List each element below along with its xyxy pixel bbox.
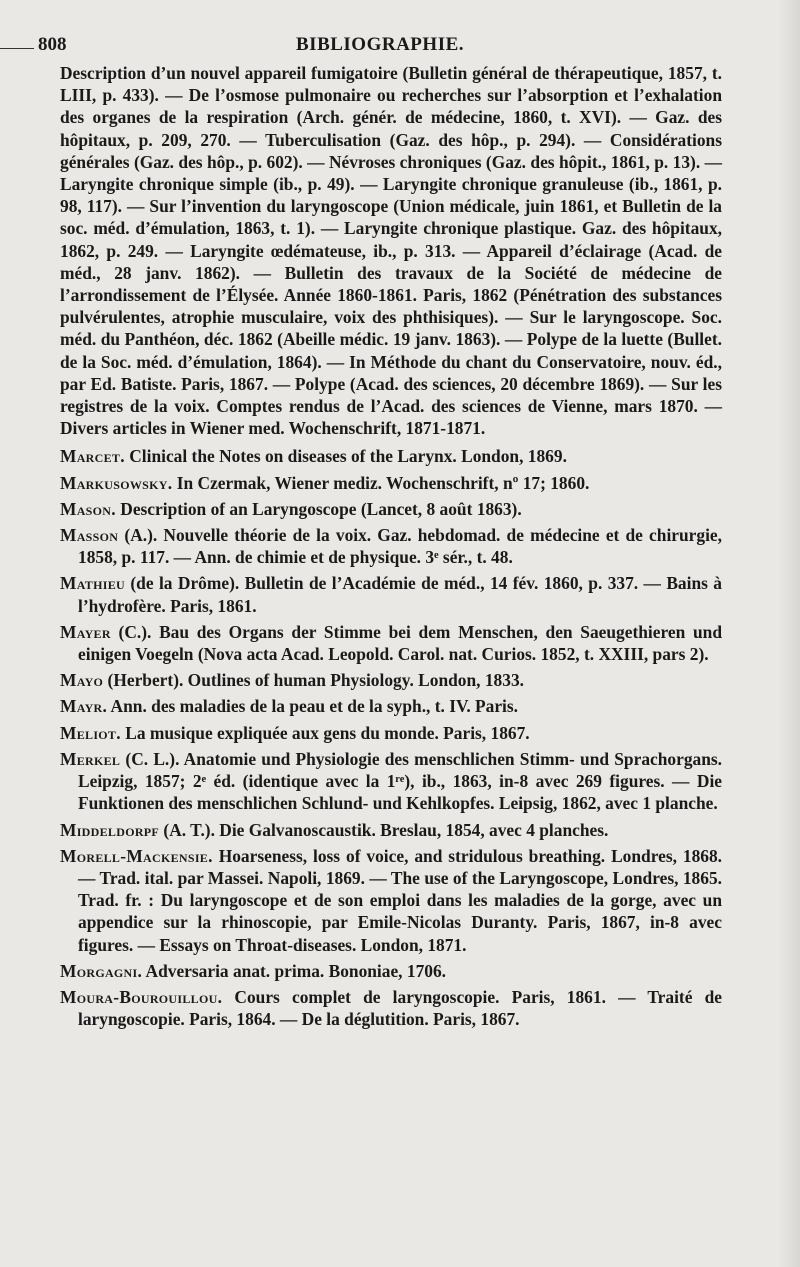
- bibliography-entry: [60, 722, 722, 744]
- bibliography-body: [60, 62, 722, 1030]
- running-head: BIBLIOGRAPHIE.: [296, 34, 465, 55]
- author-name: Mayer: [60, 621, 111, 642]
- bibliography-entry: [60, 445, 722, 467]
- entry-citation: (C. L.). Anatomie und Physiologie des menschlichen Stimm- und Sprachorgans. Leipzig, 1857; 2ᵉ éd. (identique avec la 1ʳᵉ), ib., 1863, in-8 avec 269 figures. — Die Funktionen des menschlichen Schlund- und Kehlkopfes. Leipsig, 1862, avec 1 planche.: [78, 748, 722, 814]
- author-name: Masson: [60, 525, 119, 546]
- author-name: Markusowsky.: [60, 472, 173, 493]
- bibliography-entry: [60, 960, 722, 982]
- bibliography-entries: [60, 445, 722, 1030]
- bibliography-entry: [60, 498, 722, 520]
- bibliography-entry: [60, 819, 722, 841]
- author-name: Mayo: [60, 670, 104, 691]
- author-name: Moura-Bourouillou.: [60, 986, 223, 1007]
- author-name: Mathieu: [60, 573, 125, 594]
- bibliography-entry: [60, 524, 722, 568]
- author-name: Middeldorpf: [60, 819, 160, 840]
- bibliography-entry: [60, 845, 722, 956]
- entry-citation: (Herbert). Outlines of human Physiology. London, 1833.: [103, 670, 524, 691]
- continuation-paragraph: Description d’un nouvel appareil fumigatoire (Bulletin général de thérapeutique, 1857, t. LIII, p. 433). — De l’osmose pulmonaire ou recherches sur l’absorption et l’exhalation des organes de la respiration (Arch. génér. de médecine, 1860, t. XVI). — Gaz. des hôpitaux, p. 209, 270. — Tuberculisation (Gaz. des hôp., p. 294). — Considérations générales (Gaz. des hôp., p. 602). — Névroses chroniques (Gaz. des hôpit., 1861, p. 13). — Laryngite chronique simple (ib., p. 49). — Laryngite chronique granuleuse (ib., 1861, p. 98, 117). — Sur l’invention du laryngoscope (Union médicale, juin 1861, et Bulletin de la soc. méd. d’émulation, 1863, t. 1). — Laryngite chronique plastique. Gaz. des hôpitaux, 1862, p. 249. — Laryngite œdémateuse, ib., p. 313. — Appareil d’éclairage (Acad. de méd., 28 janv. 1862). — Bulletin des travaux de la Société de médecine de l’arrondissement de l’Élysée. Année 1860-1861. Paris, 1862 (Pénétration des substances pulvérulentes, atrophie musculaire, voix des phthisiques). — Sur le laryngoscope. Soc. méd. du Panthéon, déc. 1862 (Abeille médic. 19 janv. 1863). — Polype de la luette (Bullet. de la Soc. méd. d’émulation, 1864). — In Méthode du chant du Conservatoire, nouv. éd., par Ed. Batiste. Paris, 1867. — Polype (Acad. des sciences, 20 décembre 1869). — Sur les registres de la voix. Comptes rendus de l’Acad. des sciences de Vienne, mars 1870. — Divers articles in Wiener med. Wochenschrift, 1871-1871.: [60, 63, 722, 439]
- author-name: Mayr.: [60, 696, 108, 717]
- author-name: Morgagni.: [60, 960, 143, 981]
- page-number: 808: [38, 34, 67, 55]
- page-edge-shadow: [778, 0, 800, 1267]
- bibliography-entry: [60, 986, 722, 1030]
- author-name: Mason.: [60, 498, 116, 519]
- bibliography-entry: [60, 748, 722, 815]
- header-rule: [0, 48, 34, 49]
- author-name: Marcet.: [60, 446, 125, 467]
- entry-citation: In Czermak, Wiener mediz. Wochenschrift, nº 17; 1860.: [172, 472, 590, 493]
- entry-citation: (C.). Bau des Organs der Stimme bei dem Menschen, den Saeugethieren und einigen Voegeln (Nova acta Acad. Leopold. Carol. nat. Curios. 1852, t. XXIII, pars 2).: [78, 621, 722, 665]
- entry-citation: (A. T.). Die Galvanoscaustik. Breslau, 1854, avec 4 planches.: [159, 819, 609, 840]
- bibliography-entry: [60, 695, 722, 717]
- entry-citation: Cours complet de laryngoscopie. Paris, 1861. — Traité de laryngoscopie. Paris, 1864. — De la déglutition. Paris, 1867.: [78, 986, 722, 1030]
- bibliography-entry: [60, 669, 722, 691]
- bibliography-entry: [60, 572, 722, 616]
- entry-citation: (de la Drôme). Bulletin de l’Académie de méd., 14 fév. 1860, p. 337. — Bains à l’hydrofère. Paris, 1861.: [78, 573, 722, 616]
- author-name: Meliot.: [60, 722, 121, 743]
- entry-citation: Clinical the Notes on diseases of the Larynx. London, 1869.: [124, 446, 567, 467]
- entry-citation: Hoarseness, loss of voice, and stridulous breathing. Londres, 1868. — Trad. ital. par Massei. Napoli, 1869. — The use of the Laryngoscope, Londres, 1865. Trad. fr. : Du laryngoscope et de son emploi dans les maladies de la gorge, avec un appendice sur la rhinoscopie, par Emile-Nicolas Duranty. Paris, 1867, in-8 avec figures. — Essays on Throat-diseases. London, 1871.: [78, 845, 722, 955]
- entry-citation: Description of an Laryngoscope (Lancet, 8 août 1863).: [115, 498, 522, 519]
- author-name: Morell-Mackensie.: [60, 845, 213, 866]
- bibliography-entry: [60, 621, 722, 665]
- entry-citation: (A.). Nouvelle théorie de la voix. Gaz. hebdomad. de médecine et de chirurgie, 1858, p. 117. — Ann. de chimie et de physique. 3ᵉ sér., t. 48.: [78, 525, 722, 568]
- author-name: Merkel: [60, 748, 121, 769]
- bibliography-entry: [60, 472, 722, 494]
- entry-citation: Adversaria anat. prima. Bononiae, 1706.: [142, 960, 447, 981]
- page-header: [38, 28, 722, 62]
- entry-citation: La musique expliquée aux gens du monde. Paris, 1867.: [120, 722, 530, 743]
- entry-citation: Ann. des maladies de la peau et de la syph., t. IV. Paris.: [107, 696, 518, 717]
